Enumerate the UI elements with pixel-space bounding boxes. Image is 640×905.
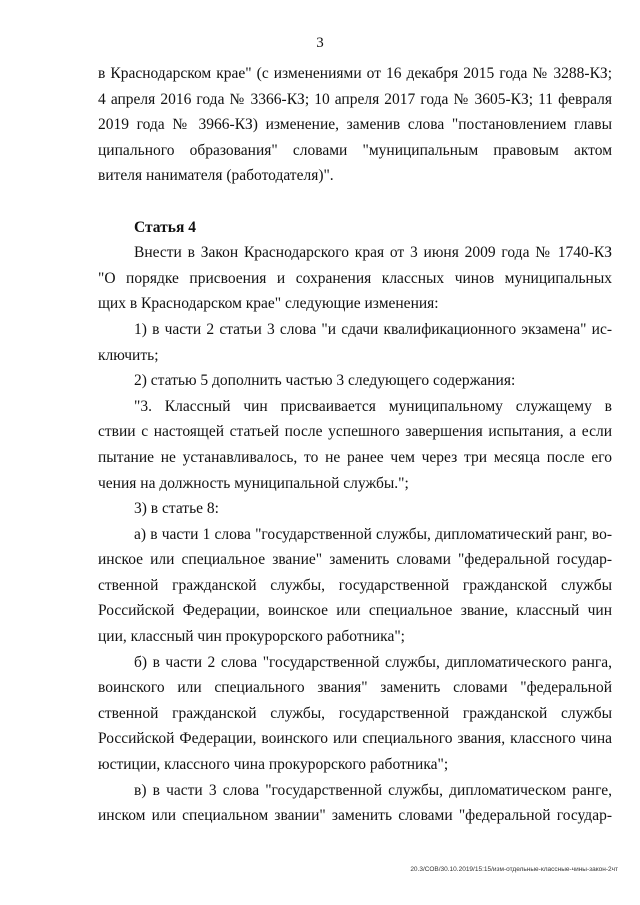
text-line: б) в части 2 слова "государственной службы, дипломатического ранга, — [134, 653, 612, 671]
text-line: в) в части 3 слова "государственной службы, дипломатическом ранге, — [134, 781, 612, 799]
text-line: инском или специальном звании" заменить словами "федеральной государ- — [98, 807, 612, 825]
text-line: "3. Классный чин присваивается муниципальному служащему в — [134, 397, 612, 415]
footer-stamp: 20.3/СОВ/30.10.2019/15:15/изм-отдельные-классные-чины-закон-2чт — [410, 866, 618, 873]
document-body — [98, 61, 612, 829]
paragraph — [98, 394, 612, 496]
paragraph — [98, 522, 612, 650]
paragraph — [98, 496, 612, 522]
text-line: ствии с настоящей статьей после успешного завершения испытания, а если — [98, 423, 612, 441]
text-line: ственной гражданской службы, государственной гражданской службы — [98, 576, 612, 594]
text-line: ципального образования" словами "муниципальным правовым актом — [98, 141, 612, 159]
text-line: 2) статью 5 дополнить частью 3 следующего содержания: — [134, 372, 516, 390]
paragraph — [98, 317, 612, 368]
text-line: воинского или специального звания" заменить словами "федеральной — [98, 679, 612, 697]
text-line: инское или специальное звание" заменить словами "федеральной государ- — [98, 551, 612, 569]
text-line: 3) в статье 8: — [134, 500, 219, 518]
text-line: пытание не устанавливалось, то не ранее чем через три месяца после его — [98, 448, 612, 466]
text-line: 1) в части 2 статьи 3 слова "и сдачи квалификационного экзамена" ис- — [134, 320, 612, 338]
text-line: "О порядке присвоения и сохранения классных чинов муниципальных — [98, 269, 612, 287]
paragraph — [98, 368, 612, 394]
text-line: 4 апреля 2016 года № 3366-КЗ; 10 апреля 2017 года № 3605-КЗ; 11 февраля — [98, 90, 612, 108]
text-line: ции, классный чин прокурорского работника"; — [98, 628, 405, 646]
paragraph — [98, 61, 612, 189]
text-line: ключить; — [98, 346, 159, 364]
text-line: в Краснодарском крае" (с изменениями от 16 декабря 2015 года № 3288-КЗ; — [98, 65, 612, 82]
article-heading: Статья 4 — [134, 218, 196, 236]
text-line: ственной гражданской службы, государственной гражданской службы — [98, 704, 612, 722]
text-line: вителя нанимателя (работодателя)". — [98, 167, 334, 185]
paragraph — [98, 650, 612, 778]
page-number: 3 — [316, 35, 324, 51]
paragraph-spacer — [98, 189, 612, 215]
text-line: 2019 года № 3966-КЗ) изменение, заменив слова "постановлением главы — [98, 116, 612, 134]
text-line: Российской Федерации, воинского или специального звания, классного чина — [98, 730, 612, 748]
paragraph — [98, 778, 612, 829]
text-line: а) в части 1 слова "государственной службы, дипломатический ранг, во- — [134, 525, 612, 543]
text-line: Российской Федерации, воинское или специальное звание, классный чин — [98, 602, 612, 620]
text-line: чения на должность муниципальной службы."; — [98, 474, 409, 492]
text-line: щих в Краснодарском крае" следующие изменения: — [98, 295, 439, 313]
paragraph — [98, 240, 612, 317]
text-line: юстиции, классного чина прокурорского работника"; — [98, 756, 449, 774]
text-line: Внести в Закон Краснодарского края от 3 июня 2009 года № 1740-КЗ — [134, 244, 612, 262]
